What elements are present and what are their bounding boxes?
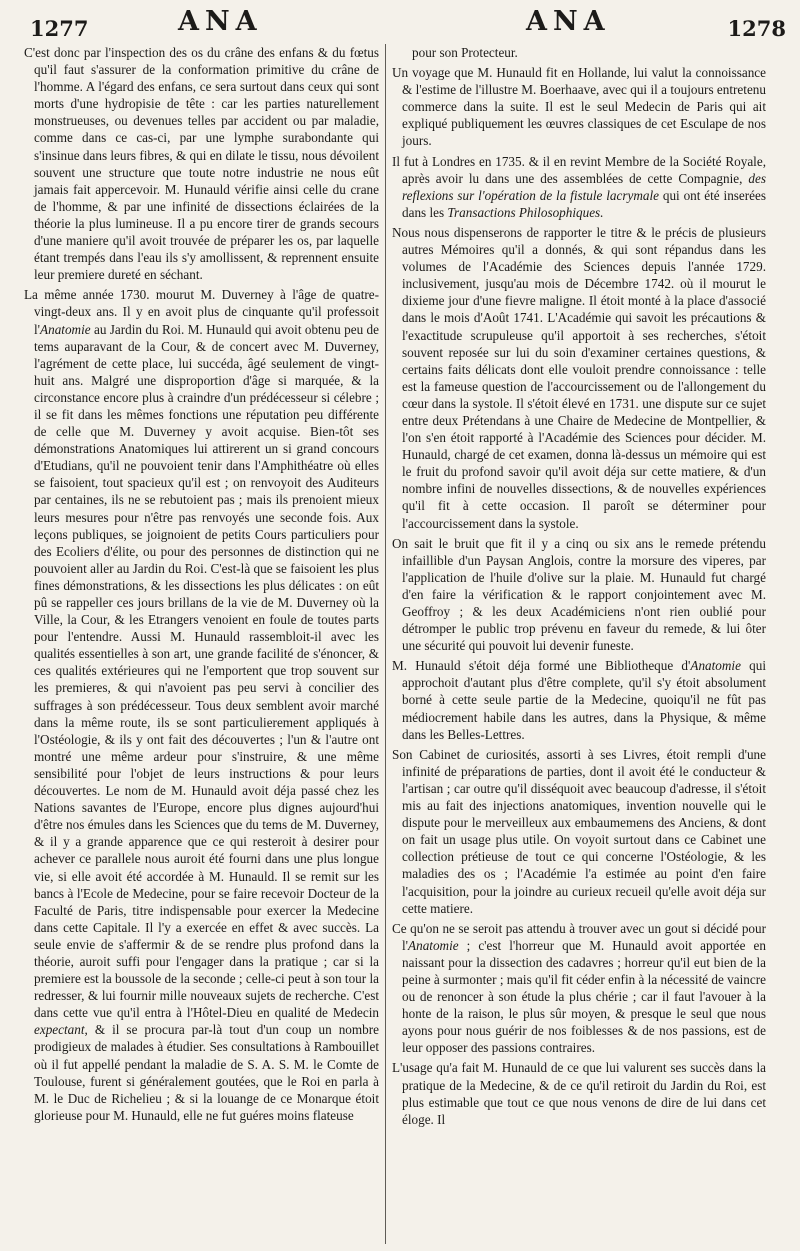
paragraph: Un voyage que M. Hunauld fit en Hollande, lui valut la connoissance & l'estime de l'illustre M. Boerhaave, avec qui il a toujours entretenu commerce dans la suite. Il est le seul Medecin de Paris qui ait expliqué publiquement les œuvres classiques de cet Esculape de nos jours. — [392, 65, 766, 149]
paragraph: L'usage qu'a fait M. Hunauld de ce que lui valurent ses succès dans la pratique de la Medecine, & de ce qu'il retiroit du Jardin du Roi, est plus estimable que tout ce que nous venons de dire de lui dans cet éloge. Il — [392, 1060, 766, 1127]
headword-left: ANA — [178, 6, 263, 37]
paragraph — [392, 920, 766, 1057]
paragraph — [392, 153, 766, 221]
page-number-right: 1278 — [727, 16, 786, 41]
text-run: M. Hunauld s'étoit déja formé une Bibliotheque d' — [392, 658, 691, 674]
italic-term: Anatomie — [408, 937, 459, 953]
italic-title: des reflexions sur l'opération de la fistule lacrymale — [402, 170, 766, 203]
page-number-left: 1277 — [30, 16, 89, 41]
italic-term: Anatomie — [40, 321, 91, 337]
right-column — [392, 44, 766, 1247]
text-run: ; c'est l'horreur que M. Hunauld avoit apportée en naissant pour la dissection des cadavres ; horreur qu'il eut bien de la peine à surmonter ; mais qu'il fit céder enfin à la nécessité de vaincre ou de renoncer à son étude la plus chérie ; car il faut l'avouer à la honte de la raison, le plus sûr moyen, & presque le seul que nous ayons pour nous guérir de nos foiblesses & de nos passions, est de leur opposer des passions contraires. — [402, 937, 766, 1056]
italic-term: expectant — [34, 1022, 85, 1038]
paragraph: On sait le bruit que fit il y a cinq ou six ans le remede prétendu infaillible d'un Paysan Anglois, contre la morsure des viperes, par l'application de l'huile d'olive sur la plaie. M. Hunauld fut chargé d'en faire la vérification & le rapport conjointement avec M. Geoffroy ; & les deux Académiciens n'ont rien oublié pour détromper le public trop prévenu en faveur du remede, & lui ôter une sécurité qui pouvoit lui devenir funeste. — [392, 535, 766, 654]
paragraph — [24, 286, 379, 1124]
paragraph: Son Cabinet de curiosités, assorti à ses Livres, étoit rempli d'une infinité de préparations de parties, dont il avoit été le conducteur & l'artisan ; car outre qu'il disséquoit avec beaucoup d'adresse, il s'étoit mis au fait des injections anatomiques, invention nouvelle qui le dispute pour le merveilleux aux embaumemens des Anciens, & dont on fait un usage plus utile. On voyoit surtout dans ce Cabinet une collection prétieuse de tout ce qui concerne l'Ostéologie, & les maladies des os ; l'Académie l'a estimée au point d'en faire l'acquisition, pour la joindre au curieux recueil qu'elle avoit déja sur cette matiere. — [392, 746, 766, 916]
paragraph-continuation: pour son Protecteur. — [412, 45, 518, 60]
paragraph: C'est donc par l'inspection des os du crâne des enfans & du fœtus qu'il faut s'assurer de la conformation primitive du crâne de l'homme. A l'égard des enfans, ce sera surtout dans ceux qui sont morts d'une hydropisie de tête : car les parties naturellement monstrueuses, ou devenues telles par accident ou par maladie, comme dans ce cas-ci, par une lymphe surabondante qui s'insinue dans leurs fibres, & qui en dilate le tissu, nous dévoilent souvent une structure que toute notre industrie ne nous eût jamais fait appercevoir. M. Hunauld vérifie ainsi celle du crane de l'homme, & par une infinité de dissections éclairées de la théorie la plus lumineuse. Il a pu encore tirer de grands secours d'une maniere qu'il avoit trouvée de préparer les os, par laquelle étant trempés dans l'eau ils s'y amollissent, & reprennent ensuite leur premiere dureté en séchant. — [24, 45, 379, 283]
left-column — [24, 44, 379, 1247]
text-run: au Jardin du Roi. M. Hunauld qui avoit obtenu peu de tems auparavant de la Cour, & de concert avec M. Duverney, l'agrément de cette place, lui succéda, âgé seulement de vingt-huit ans. Malgré une disproportion d'âge si marquée, & la circonstance encore plus à craindre d'un prédécesseur si célebre ; il se fit dans les mêmes fonctions une réputation peu différente de celle que M. Duverney y avoit acquise. Bien-tôt ses démonstrations Anatomiques lui attirerent un si grand concours d'Etudians, qu'il ne pouvoient tenir dans l'Amphithéatre où elles se faisoient, tout spacieux qu'il est ; on renvoyoit des Auditeurs par centaines, ils ne se rebutoient pas ; mais ils prenoient mieux leurs mesures pour n'être pas renvoyés une seconde fois. Aux leçons publiques, se joignoient de petits Cours particuliers pour des Ecoliers d'élite, ou pour des personnes de distinction qui ne pouvoient aller au Jardin du Roi. C'est-là que se faisoient les plus fines démonstrations, & les dissections les plus délicates : on eût pû se rappeller ces jours brillans de la vie de M. Duverney où la Ville, la Cour, & les Etrangers venoient en foule de toutes parts pour l'entendre. Aussi M. Hunauld rassembloit-il avec les qualités essentielles à son art, une grande facilité de s'énoncer, & ces qualités extérieures qui ne l'emportent que trop souvent sur les premieres, & qui n'avoient pas peu servi à concilier des suffrages à son prédécesseur. Tous deux semblent avoir marché dans la même route, ils se sont particulierement appliqués à l'Ostéologie, & ils y ont fait des découvertes ; l'un & l'autre ont montré une même ardeur pour s'instruire, & une même sensibilité pour l'objet de leurs instructions & pour leurs découvertes. Le nom de M. Hunauld avoit déja passé chez les Nations savantes de l'Europe, encore plus dignes aujourd'hui d'être nos émules dans les Sciences que du tems de M. Duverney, & il y a grande apparence que ce qui resteroit à desirer pour achever ce parallele nous auroit été fourni dans une plus longue vie, si elle avoit été accordée à M. Hunauld. Il se remit sur les bancs à l'Ecole de Medecine, pour se faire recevoir Docteur de la Faculté de Paris, titre indispensable pour exercer la Medecine dans cette Capitale. Il l'y a exercée en effet & avec succès. La seule envie de s'affermir & de se rendre plus profond dans la théorie, auroit suffi pour l'engager dans la pratique ; car si la premiere est la boussole de la seconde ; celle-ci peut à son tour la redresser, & lui fournir mille nouveaux sujets de recherche. C'est dans cette vue qu'il entra à l'Hôtel-Dieu en qualité de Medecin — [34, 321, 379, 1021]
text-run: qui ont été inserées dans les — [402, 187, 766, 220]
text-run: , & il se procura par-là tout d'un coup un nombre prodigieux de malades à étudier. Ses consultations à Rambouillet où il fut appellé pendant la maladie de S. A. S. M. le Comte de Toulouse, furent si généralement goutées, que le Roi en parla à M. le Duc de Richelieu ; & si la louange de ce Monarque étoit glorieuse pour M. Hunauld, elle ne fut guéres moins flateuse — [34, 1022, 379, 1123]
paragraph: Nous nous dispenserons de rapporter le titre & le précis de plusieurs autres Mémoires qu'il a donnés, & qui sont répandus dans les volumes de l'Académie des Sciences depuis l'année 1729. inclusivement, jusqu'au mois de Décembre 1742. où il mourut le dixieme jour d'une fievre maligne. Il étoit monté à la place d'associé dans le mois d'Août 1741. L'Académie qui savoit les précautions & l'exactitude scrupuleuse qu'il apportoit à ses recherches, s'étoit souvent reposée sur lui du soin d'examiner certaines questions, & certains faits délicats dont elle vouloit prendre connoissance : telle est la fameuse question de l'accourcissement ou de l'allongement du cœur dans la systole. Il s'étoit élevé en 1731. une dispute sur ce sujet entre deux Prétendans à une Chaire de Medecine de Montpellier, & l'on s'en étoit rapporté à l'Académie des Sciences pour décider. M. Hunauld, chargé de cet examen, donna là-dessus un mémoire qui est le fruit du profond savoir qu'il avoit déja sur cette matiere, & d'un nombre infini de nouvelles dissections, & de nouvelles expériences qu'il fit à cette occasion. Il paroît se déterminer pour l'accourcissement dans la systole. — [392, 224, 766, 531]
headword-right: ANA — [526, 6, 611, 37]
italic-term: Anatomie — [690, 658, 741, 674]
text-run: Il fut à Londres en 1735. & il en revint Membre de la Société Royale, après avoir lu dans une des assemblées de cette Compagnie, — [392, 153, 766, 186]
text-run: Ce qu'on ne se seroit pas attendu à trouver avec un gout si décidé pour l' — [392, 920, 766, 953]
running-header — [0, 6, 800, 44]
column-rule — [385, 44, 386, 1244]
paragraph — [392, 657, 766, 742]
text-run: qui approchoit d'autant plus d'être complete, qu'il s'y étoit absolument borné à cette seule partie de la Medecine, quoiqu'il ne fût pas médiocrement habile dans les autres, dans la Physique, & même dans les Belles-Lettres. — [402, 658, 766, 742]
italic-title: Transactions Philosophiques. — [447, 204, 604, 220]
text-run: La même année 1730. mourut M. Duverney à l'âge de quatre-vingt-deux ans. Il y en avoit plus de cinquante qu'il professoit l' — [24, 287, 379, 337]
